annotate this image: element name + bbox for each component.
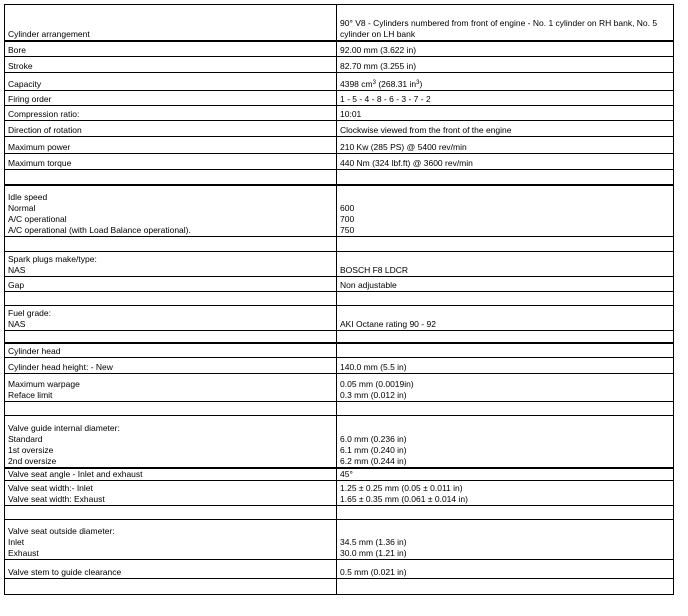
value-line: 6.1 mm (0.240 in) [340,444,407,455]
table-row [5,121,674,137]
spec-label [5,91,337,106]
spec-label [5,505,337,519]
spec-value [337,402,674,416]
spec-value [337,578,674,594]
superscript: 3 [372,80,376,86]
value-line: 600 [340,203,355,213]
spec-value [337,306,674,331]
value-line [340,192,671,203]
spec-label [5,57,337,73]
value-line: 6.0 mm (0.236 in) [340,433,407,444]
spec-value [337,237,674,252]
spec-value [337,185,674,237]
label-line: Cylinder head height: - New [8,362,113,372]
value-line: 700 [340,214,355,224]
table-row [5,374,674,402]
spec-label [5,121,337,137]
value-line: AKI Octane rating 90 - 92 [340,319,436,329]
label-line: Idle speed [8,192,48,202]
table-row [5,416,674,468]
value-line: 30.0 mm (1.21 in) [340,547,407,558]
table-row [5,358,674,374]
spec-label [5,137,337,154]
spec-value [337,343,674,358]
spec-value [337,106,674,121]
value-line: 0.05 mm (0.0019in) [340,379,414,389]
spec-value [337,331,674,343]
table-row [5,237,674,252]
label-line: Stroke [8,61,33,71]
label-line: NAS [8,265,26,275]
spec-value [337,154,674,170]
value-line: 45° [340,468,353,479]
table-row [5,331,674,343]
capacity-metric: 4398 cm [340,79,373,89]
spec-value [337,170,674,185]
label-line: Reface limit [8,390,53,400]
label-line: Standard [8,433,43,444]
spec-label [5,292,337,306]
spec-label [5,519,337,559]
value-line: 6.2 mm (0.244 in) [340,455,407,466]
table-row [5,106,674,121]
value-line: 0.5 mm (0.021 in) [340,566,407,577]
spec-label [5,559,337,578]
table-row [5,468,674,481]
label-line: Gap [8,280,25,290]
label-line: Direction of rotation [8,125,82,135]
label-line: Cylinder head [8,346,61,356]
spec-label [5,237,337,252]
spec-label [5,170,337,185]
label-line: Valve seat angle - Inlet and exhaust [8,468,143,479]
table-row [5,343,674,358]
superscript: 3 [416,80,420,86]
label-line: 1st oversize [8,444,54,455]
label-line: Maximum warpage [8,379,80,389]
table-row [5,41,674,57]
spec-label [5,185,337,237]
spec-label [5,416,337,468]
spec-value [337,480,674,505]
table-row [5,57,674,73]
label-line: Compression ratio: [8,109,80,119]
table-row [5,91,674,106]
label-line: Maximum power [8,142,71,152]
value-line: 10:01 [340,109,362,119]
spec-label [5,468,337,481]
value-line: 90° V8 - Cylinders numbered from front of engine - No. 1 cylinder on RH bank, No. 5 cylinder on LH bank [340,17,658,39]
label-line: Valve seat width:- Inlet [8,482,93,493]
table-row [5,402,674,416]
spec-label [5,252,337,277]
spec-value [337,277,674,292]
table-row [5,137,674,154]
label-line: Normal [8,203,36,213]
label-line: Fuel grade: [8,308,51,318]
label-line: Valve stem to guide clearance [8,566,122,577]
spec-label [5,578,337,594]
table-row [5,252,674,277]
spec-value [337,5,674,41]
spec-label [5,343,337,358]
table-row [5,505,674,519]
label-line: Firing order [8,94,52,104]
spec-value [337,292,674,306]
spec-label [5,306,337,331]
value-line: 210 Kw (285 PS) @ 5400 rev/min [340,142,467,152]
spec-label [5,73,337,91]
value-line: 1.65 ± 0.35 mm (0.061 ± 0.014 in) [340,493,468,504]
spec-value [337,73,674,91]
spec-label [5,277,337,292]
label-line: Valve seat outside diameter: [8,525,115,536]
spec-label [5,331,337,343]
label-line: Capacity [8,79,42,89]
table-row [5,519,674,559]
spec-value [337,468,674,481]
label-line: Inlet [8,536,25,547]
spec-label [5,358,337,374]
table-row [5,306,674,331]
label-line: A/C operational (with Load Balance operational). [8,225,191,235]
spec-value [337,137,674,154]
table-row [5,73,674,91]
value-line: BOSCH F8 LDCR [340,265,409,275]
spec-value [337,41,674,57]
engine-specification-table [4,4,674,595]
spec-label [5,402,337,416]
label-line: NAS [8,319,26,329]
table-row [5,559,674,578]
spec-label [5,41,337,57]
value-line: 82.70 mm (3.255 in) [340,61,417,71]
spec-label [5,154,337,170]
spec-value [337,91,674,106]
value-line: 34.5 mm (1.36 in) [340,536,407,547]
table-row [5,480,674,505]
table-row [5,5,674,41]
spec-label [5,106,337,121]
value-line: 440 Nm (324 lbf.ft) @ 3600 rev/min [340,158,473,168]
value-line: 0.3 mm (0.012 in) [340,390,407,400]
spec-label [5,5,337,41]
table-row [5,292,674,306]
label-line: A/C operational [8,214,67,224]
value-line: 750 [340,225,355,235]
spec-value [337,57,674,73]
value-line: Clockwise viewed from the front of the engine [340,125,512,135]
value-line: 1 - 5 - 4 - 8 - 6 - 3 - 7 - 2 [340,94,431,104]
spec-value [337,358,674,374]
value-line: Non adjustable [340,280,397,290]
value-line: 140.0 mm (5.5 in) [340,362,407,372]
label-line: Bore [8,45,26,55]
spec-value [337,559,674,578]
value-line: 92.00 mm (3.622 in) [340,45,417,55]
capacity-imperial: (268.31 in [375,79,417,89]
table-row [5,170,674,185]
label-line: Cylinder arrangement [8,28,90,39]
label-line: 2nd oversize [8,455,57,466]
spec-label [5,374,337,402]
spec-value [337,252,674,277]
spec-value [337,374,674,402]
capacity-value [340,79,671,90]
spec-value [337,121,674,137]
spec-value [337,505,674,519]
value-line: 1.25 ± 0.25 mm (0.05 ± 0.011 in) [340,482,463,493]
table-row [5,578,674,594]
spec-value [337,416,674,468]
label-line: Maximum torque [8,158,72,168]
table-row [5,277,674,292]
spec-label [5,480,337,505]
table-row [5,154,674,170]
closing-paren: ) [419,79,423,89]
table-row [5,185,674,237]
label-line: Exhaust [8,547,39,558]
label-line: Valve seat width: Exhaust [8,493,105,504]
label-line: Valve guide internal diameter: [8,422,120,433]
spec-value [337,519,674,559]
label-line: Spark plugs make/type: [8,254,97,264]
